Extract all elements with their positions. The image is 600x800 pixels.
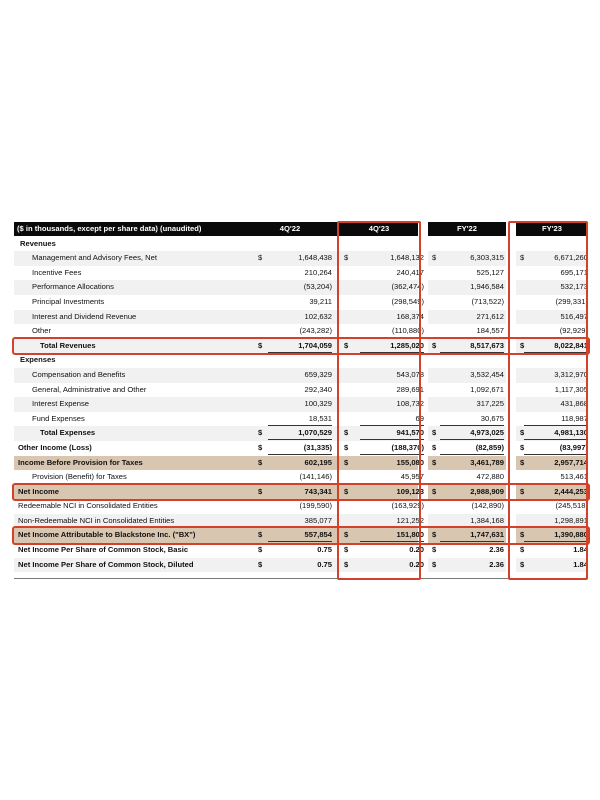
currency-symbol: $	[258, 559, 263, 569]
currency-symbol: $	[520, 340, 525, 350]
cell-value: 1,298,891	[524, 514, 588, 528]
cell-value: 525,127	[476, 267, 504, 277]
cell-value: 516,497	[560, 311, 588, 321]
cell-value: 317,225	[476, 399, 504, 409]
currency-symbol: $	[344, 457, 349, 467]
row-label: Other Income (Loss)	[18, 442, 92, 452]
currency-symbol: $	[258, 428, 263, 438]
currency-symbol: $	[258, 457, 263, 467]
row-label: Non-Redeemable NCI in Consolidated Entities	[18, 515, 175, 525]
cell-value: 532,173	[560, 282, 588, 292]
currency-symbol: $	[258, 530, 263, 540]
table-row	[14, 295, 588, 310]
cell-value: 45,957	[360, 470, 424, 484]
cell-value: (82,859)	[440, 441, 504, 455]
row-label: Other	[32, 326, 51, 336]
currency-symbol: $	[432, 253, 437, 263]
cell-value: 1,390,880	[524, 528, 588, 544]
col-header-fy22: FY'22	[457, 224, 477, 233]
cell-value: 271,612	[476, 311, 504, 321]
cell-value: (83,997)	[524, 441, 588, 455]
cell-value: 109,123	[396, 486, 424, 496]
cell-value: 151,800	[360, 528, 424, 544]
col-header-4q22: 4Q'22	[279, 224, 301, 233]
cell-value: 3,532,454	[470, 369, 504, 379]
currency-symbol: $	[432, 530, 437, 540]
cell-value: 240,417	[396, 267, 424, 277]
cell-value: 39,211	[309, 296, 332, 306]
currency-symbol: $	[432, 428, 437, 438]
cell-value: 513,461	[524, 470, 588, 484]
cell-value: 8,517,673	[440, 339, 504, 355]
cell-value: 102,632	[304, 311, 332, 321]
cell-value: 743,341	[304, 486, 332, 496]
cell-value: 1,747,631	[440, 528, 504, 544]
cell-value: 941,570	[360, 426, 424, 440]
row-label: General, Administrative and Other	[32, 384, 147, 394]
cell-value: 385,077	[268, 514, 332, 528]
cell-value: 1,285,020	[360, 339, 424, 355]
currency-symbol: $	[258, 340, 263, 350]
row-label: Total Revenues	[40, 340, 96, 350]
table-bottom-rule	[14, 578, 588, 579]
currency-symbol: $	[520, 559, 525, 569]
currency-symbol: $	[344, 253, 349, 263]
cell-value: 2.36	[489, 545, 504, 555]
cell-value: 695,171	[560, 267, 588, 277]
currency-symbol: $	[258, 545, 263, 555]
table-row	[14, 251, 588, 266]
row-label: Incentive Fees	[32, 267, 82, 277]
table-row	[14, 528, 588, 543]
currency-symbol: $	[520, 545, 525, 555]
cell-value: 1,704,059	[268, 339, 332, 355]
cell-value: 100,329	[304, 399, 332, 409]
cell-value: 3,461,789	[470, 457, 504, 467]
row-label: Net Income Attributable to Blackstone Inc. ("BX")	[18, 530, 196, 540]
cell-value: 557,854	[268, 528, 332, 544]
cell-value: (298,549)	[391, 296, 424, 306]
table-row	[14, 397, 588, 412]
cell-value: (245,518)	[555, 501, 588, 511]
currency-symbol: $	[520, 253, 525, 263]
cell-value: 602,195	[304, 457, 332, 467]
cell-value: 6,671,260	[554, 253, 588, 263]
cell-value: 155,080	[396, 457, 424, 467]
cell-value: 0.20	[409, 559, 424, 569]
cell-value: 2,957,714	[554, 457, 588, 467]
cell-value: 8,022,841	[524, 339, 588, 355]
cell-value: (713,522)	[471, 296, 504, 306]
cell-value: 1,946,584	[470, 282, 504, 292]
cell-value: 1,117,305	[554, 384, 588, 394]
cell-value: 30,675	[440, 412, 504, 426]
table-row	[14, 266, 588, 281]
row-label: Revenues	[20, 238, 56, 248]
cell-value: (31,335)	[268, 441, 332, 455]
currency-symbol: $	[432, 545, 437, 555]
cell-value: 1,648,438	[298, 253, 332, 263]
table-row	[14, 310, 588, 325]
row-label: Interest Expense	[32, 399, 89, 409]
cell-value: 1,070,529	[268, 426, 332, 440]
cell-value: 0.20	[409, 545, 424, 555]
col-header-fy23: FY'23	[542, 224, 562, 233]
currency-symbol: $	[432, 340, 437, 350]
cell-value: 431,868	[560, 399, 588, 409]
table-header-row	[14, 222, 588, 236]
currency-symbol: $	[432, 442, 437, 452]
row-label: Income Before Provision for Taxes	[18, 457, 143, 467]
cell-value: 289,691	[396, 384, 424, 394]
table-row	[14, 353, 588, 368]
cell-value: (53,204)	[303, 282, 332, 292]
table-row	[14, 426, 588, 441]
row-label: Principal Investments	[32, 296, 105, 306]
cell-value: 1,384,168	[440, 514, 504, 528]
table-row	[14, 280, 588, 295]
row-label: Provision (Benefit) for Taxes	[32, 472, 127, 482]
cell-value: 0.75	[317, 559, 332, 569]
income-statement-table	[14, 222, 588, 572]
table-title: ($ in thousands, except per share data) (unaudited)	[17, 224, 202, 233]
cell-value: 0.75	[317, 545, 332, 555]
cell-value: 1,092,671	[470, 384, 504, 394]
row-label: Management and Advisory Fees, Net	[32, 253, 157, 263]
row-label: Fund Expenses	[32, 413, 85, 423]
cell-value: 292,340	[304, 384, 332, 394]
currency-symbol: $	[432, 457, 437, 467]
table-row	[14, 324, 588, 339]
row-label: Total Expenses	[40, 428, 96, 438]
cell-value: 3,312,970	[554, 369, 588, 379]
table-row	[14, 543, 588, 558]
cell-value: 2,988,909	[470, 486, 504, 496]
cell-value: 184,557	[476, 326, 504, 336]
cell-value: (163,929)	[391, 501, 424, 511]
cell-value: (188,370)	[360, 441, 424, 455]
cell-value: (199,590)	[299, 501, 332, 511]
table-row	[14, 368, 588, 383]
currency-symbol: $	[520, 457, 525, 467]
cell-value: 1.84	[573, 559, 588, 569]
table-row	[14, 485, 588, 500]
cell-value: (299,331)	[555, 296, 588, 306]
cell-value: 18,531	[268, 412, 332, 426]
cell-value: 2,444,253	[554, 486, 588, 496]
cell-value: 543,078	[396, 369, 424, 379]
cell-value: (92,929)	[559, 326, 588, 336]
currency-symbol: $	[258, 486, 263, 496]
cell-value: 168,374	[396, 311, 424, 321]
cell-value: 69	[360, 412, 424, 426]
currency-symbol: $	[344, 442, 349, 452]
cell-value: 659,329	[304, 369, 332, 379]
currency-symbol: $	[344, 530, 349, 540]
currency-symbol: $	[258, 253, 263, 263]
currency-symbol: $	[344, 545, 349, 555]
table-row	[14, 470, 588, 485]
row-label: Compensation and Benefits	[32, 369, 126, 379]
cell-value: (141,146)	[268, 470, 332, 484]
currency-symbol: $	[344, 340, 349, 350]
table-row	[14, 441, 588, 456]
table-row	[14, 412, 588, 427]
cell-value: 4,973,025	[440, 426, 504, 440]
table-row	[14, 237, 588, 252]
row-label: Redeemable NCI in Consolidated Entities	[18, 501, 158, 511]
col-header-4q23: 4Q'23	[368, 224, 390, 233]
currency-symbol: $	[520, 486, 525, 496]
row-label: Interest and Dividend Revenue	[32, 311, 137, 321]
cell-value: 472,880	[440, 470, 504, 484]
currency-symbol: $	[432, 559, 437, 569]
table-row	[14, 383, 588, 398]
currency-symbol: $	[258, 442, 263, 452]
row-label: Net Income	[18, 486, 59, 496]
cell-value: (362,474)	[391, 282, 424, 292]
cell-value: 108,732	[396, 399, 424, 409]
cell-value: 121,252	[360, 514, 424, 528]
table-row	[14, 514, 588, 529]
currency-symbol: $	[344, 486, 349, 496]
table-row	[14, 339, 588, 354]
cell-value: 4,981,130	[524, 426, 588, 440]
table-row	[14, 499, 588, 514]
currency-symbol: $	[344, 428, 349, 438]
currency-symbol: $	[344, 559, 349, 569]
cell-value: 210,264	[304, 267, 332, 277]
cell-value: 2.36	[489, 559, 504, 569]
cell-value: (110,880)	[392, 326, 424, 336]
row-label: Performance Allocations	[32, 282, 114, 292]
cell-value: (243,282)	[299, 326, 332, 336]
cell-value: 6,303,315	[470, 253, 504, 263]
table-row	[14, 558, 588, 573]
cell-value: 1,648,132	[390, 253, 424, 263]
table-row	[14, 456, 588, 471]
row-label: Net Income Per Share of Common Stock, Diluted	[18, 559, 194, 569]
row-label: Expenses	[20, 355, 56, 365]
cell-value: (142,890)	[471, 501, 504, 511]
currency-symbol: $	[520, 530, 525, 540]
cell-value: 1.84	[573, 545, 588, 555]
currency-symbol: $	[432, 486, 437, 496]
currency-symbol: $	[520, 442, 525, 452]
currency-symbol: $	[520, 428, 525, 438]
row-label: Net Income Per Share of Common Stock, Basic	[18, 545, 189, 555]
cell-value: 118,987	[524, 412, 588, 426]
